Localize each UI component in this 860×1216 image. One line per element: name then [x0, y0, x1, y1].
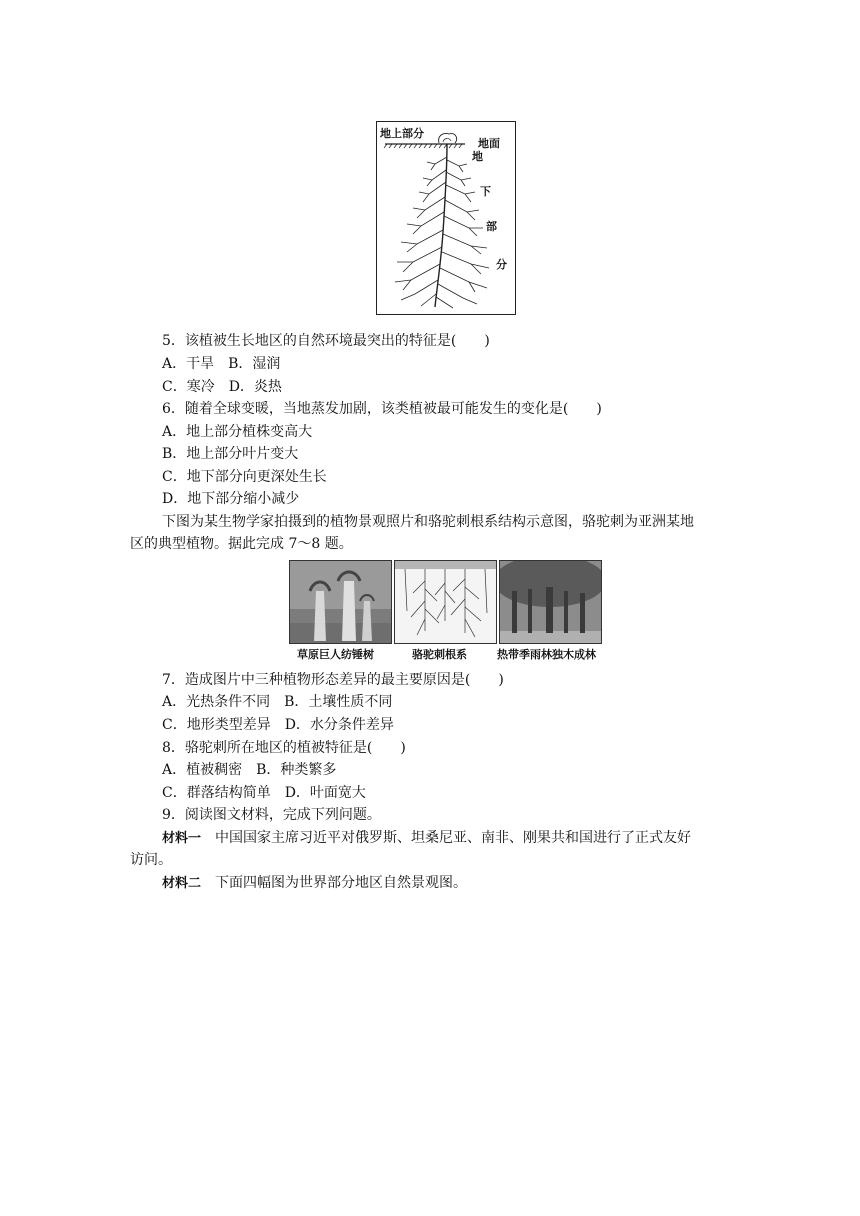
- q6-option-b: B．地上部分叶片变大: [162, 446, 299, 462]
- material1-text: 中国国家主席习近平对俄罗斯、坦桑尼亚、南非、刚果共和国进行了正式友好: [215, 830, 692, 846]
- camelthorn-roots-illustration: [395, 561, 496, 643]
- q5-stem: 5．该植被生长地区的自然环境最突出的特征是( ): [162, 333, 490, 349]
- q5-options-ab: A．干旱 B．湿润: [162, 356, 281, 372]
- root-system-drawing: [377, 122, 515, 314]
- material2-label: 材料二: [162, 876, 202, 891]
- baobab-illustration: [290, 561, 391, 643]
- q7-stem: 7．造成图片中三种植物形态差异的最主要原因是( ): [162, 672, 504, 688]
- material1-label: 材料一: [162, 831, 202, 846]
- q9-material1-line2: 访问。: [130, 852, 172, 868]
- q7-options-ab: A．光热条件不同 B．土壤性质不同: [162, 694, 393, 710]
- q8-options-ab: A．植被稠密 B．种类繁多: [162, 762, 337, 778]
- q9-material2: [162, 873, 467, 894]
- intro-78-line2: 区的典型植物。据此完成 7～8 题。: [130, 536, 353, 552]
- label-ground: 地面: [478, 137, 500, 150]
- q6-option-c: C．地下部分向更深处生长: [162, 469, 327, 485]
- q5-options-cd: C．寒冷 D．炎热: [162, 379, 282, 395]
- photo-banyan: [499, 560, 602, 644]
- q6-stem: 6．随着全球变暖，当地蒸发加剧，该类植被最可能发生的变化是( ): [162, 401, 602, 417]
- caption-baobab: 草原巨人纺锤树: [297, 648, 374, 661]
- material2-text: 下面四幅图为世界部分地区自然景观图。: [215, 875, 468, 891]
- caption-camelthorn: 骆驼刺根系: [412, 648, 467, 661]
- label-above-ground: 地上部分: [380, 127, 424, 140]
- q8-stem: 8．骆驼刺所在地区的植被特征是( ): [162, 740, 406, 756]
- root-system-figure: [376, 121, 516, 315]
- q7-options-cd: C．地形类型差异 D．水分条件差异: [162, 717, 394, 733]
- q6-option-a: A．地上部分植株变高大: [162, 424, 313, 440]
- label-below-2: 下: [480, 185, 491, 198]
- banyan-illustration: [500, 561, 601, 643]
- photo-baobab: [289, 560, 392, 644]
- caption-banyan: 热带季雨林独木成林: [497, 648, 596, 661]
- photo-camelthorn-roots: [394, 560, 497, 644]
- q9-stem: 9．阅读图文材料，完成下列问题。: [162, 807, 381, 823]
- label-below-1: 地: [472, 150, 483, 163]
- q8-options-cd: C．群落结构简单 D．叶面宽大: [162, 785, 366, 801]
- intro-78-line1: 下图为某生物学家拍摄到的植物景观照片和骆驼刺根系结构示意图，骆驼刺为亚洲某地: [162, 514, 694, 530]
- q6-option-d: D．地下部分缩小减少: [162, 491, 300, 507]
- q9-material1-line1: [162, 828, 691, 849]
- label-below-4: 分: [496, 258, 507, 271]
- label-below-3: 部: [486, 220, 497, 233]
